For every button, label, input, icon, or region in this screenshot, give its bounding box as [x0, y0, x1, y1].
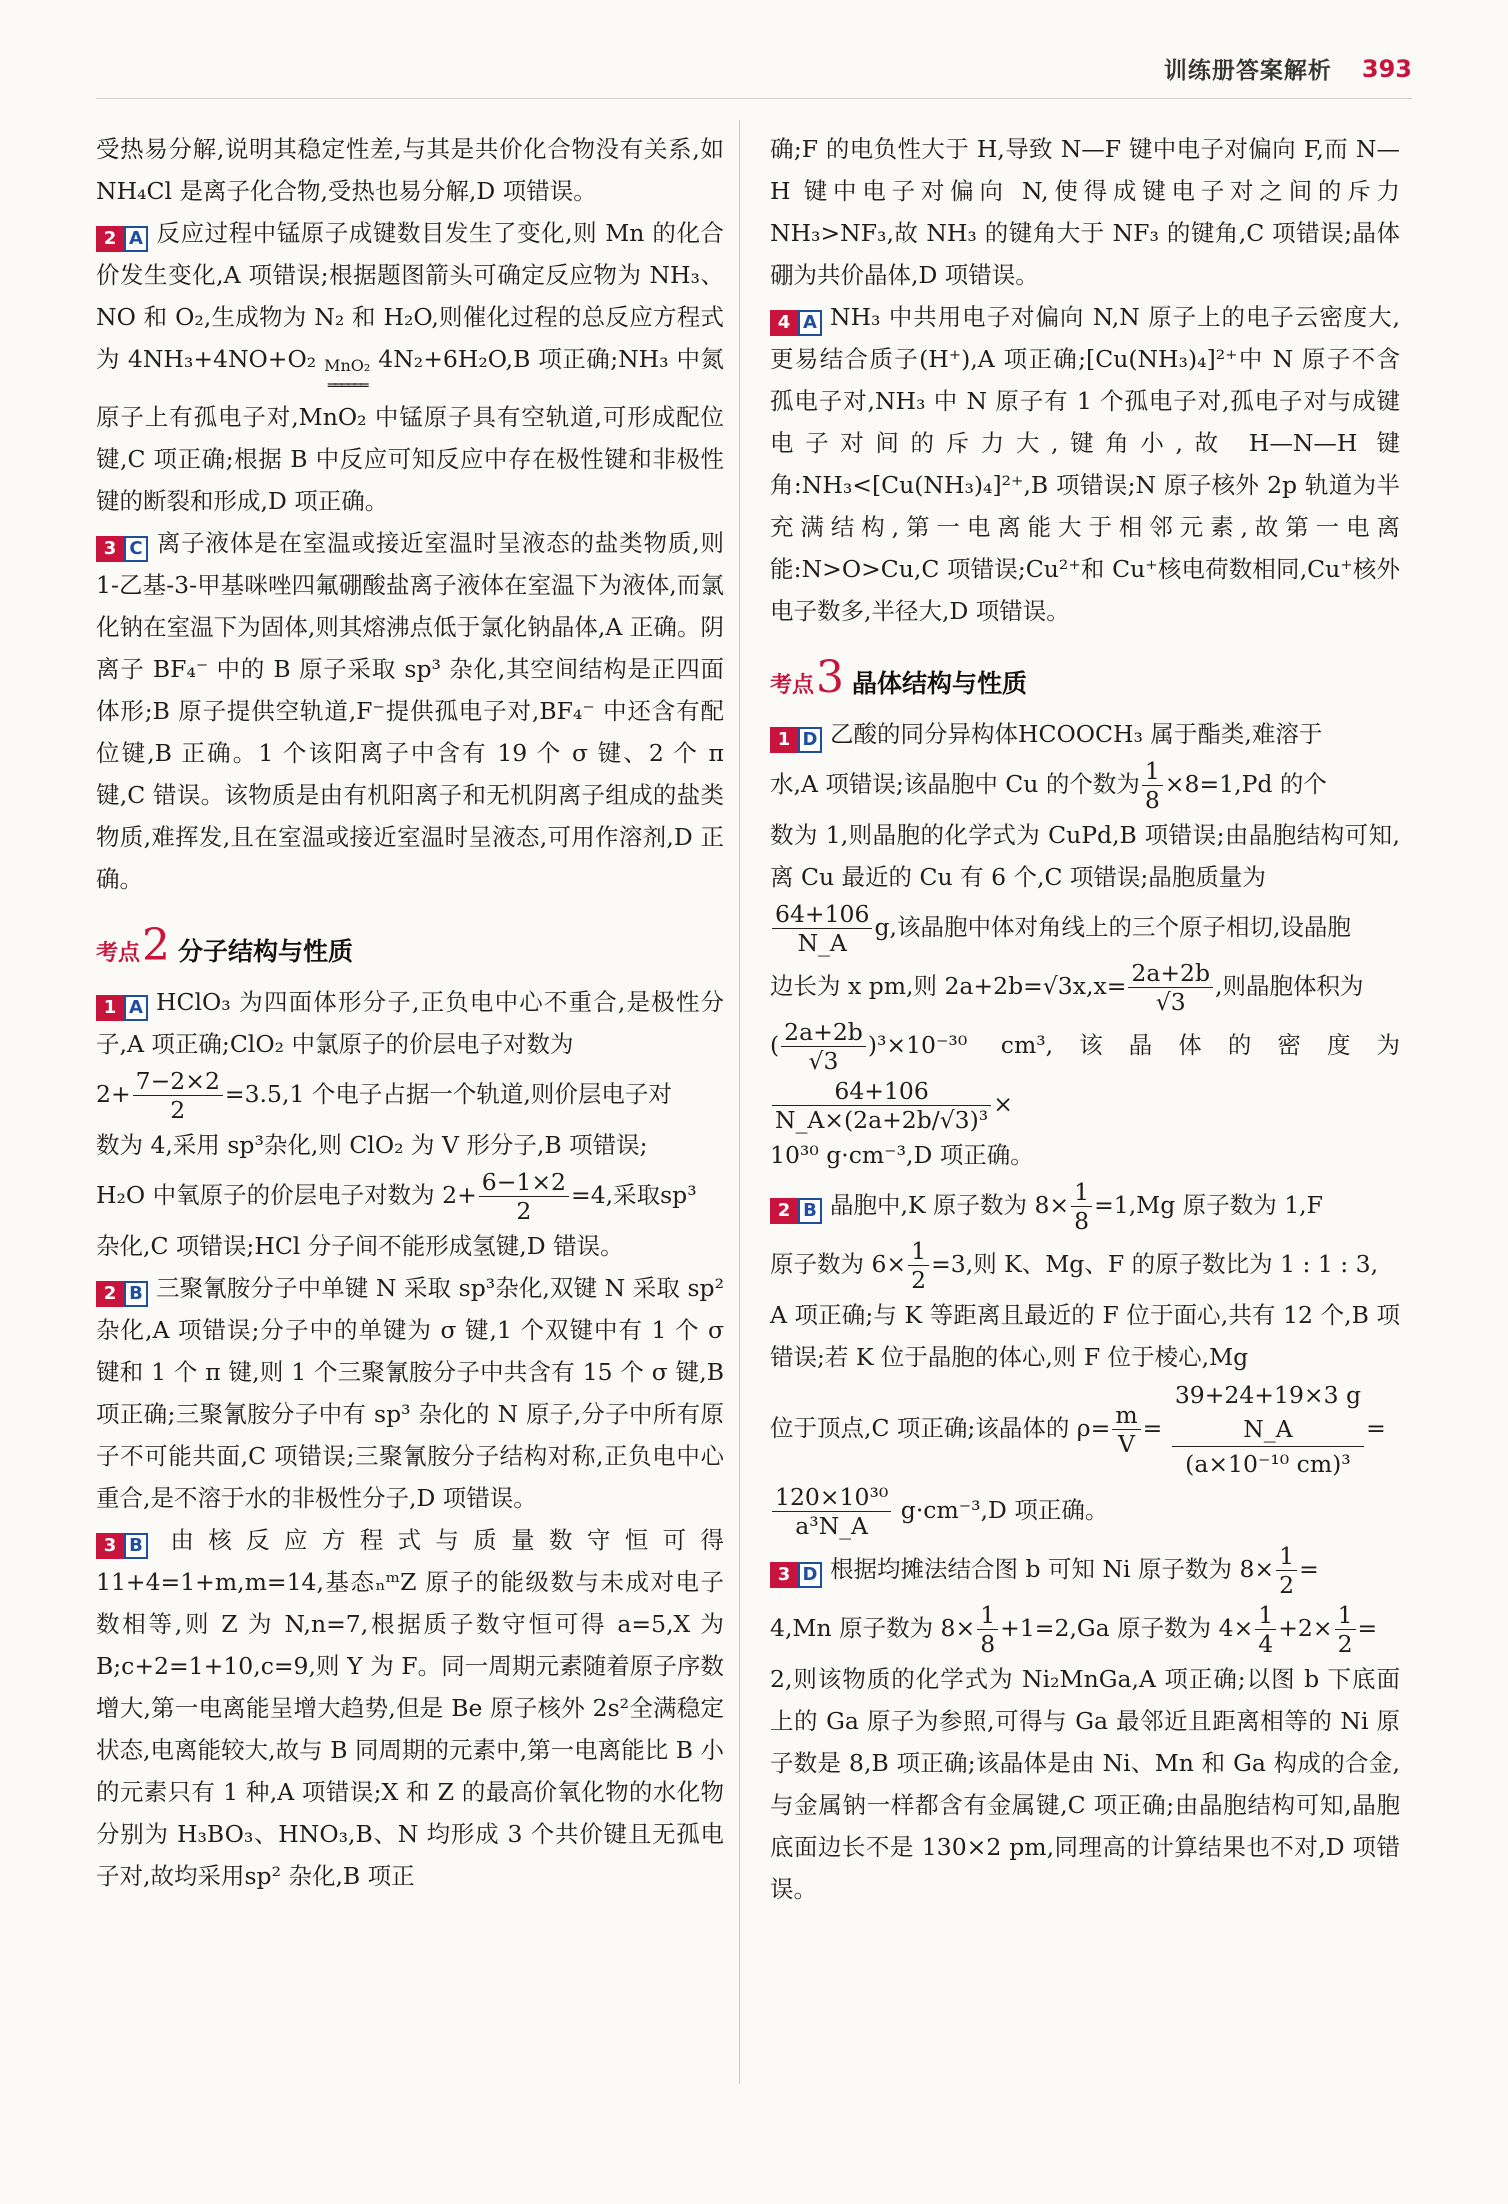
right-column	[770, 128, 1400, 1910]
fraction: $\frac{1}{8}$	[1142, 757, 1163, 814]
fraction: $\frac{1}{8}$	[1071, 1178, 1092, 1235]
answer-badge: 1 A	[96, 995, 148, 1021]
paragraph: 2,则该物质的化学式为 Ni₂MnGa,A 项正确;以图 b 下底面上的 Ga 原子为参照,可得与 Ga 最邻近且距离相等的 Ni 原子数是 8,B 项正确;该晶体是由 Ni、Mn 和 Ga 构成的合金,与金属钠一样都含有金属键,C 项正确;由晶胞结构可知,晶胞底面边长不是 130×2 pm,同理高的计算结果也不对,D 项错误。	[770, 1665, 1400, 1903]
paragraph: 数为 4,采用 sp³杂化,则 ClO₂ 为 V 形分子,B 项错误;	[96, 1131, 648, 1159]
answer-item: 2 B 晶胞中,K 原子数为 8× $\frac{1}{8}$ =1,Mg 原子数为 1,F	[770, 1176, 1400, 1235]
equation-line: 4,Mn 原子数为 8× $\frac{1}{8}$ +1=2,Ga 原子数为 4× $\frac{1}{4}$ +2× $\frac{1}{2}$ =	[770, 1601, 1378, 1658]
answer-badge: 2 A	[96, 226, 148, 252]
paragraph: 杂化,C 项错误;HCl 分子间不能形成氢键,D 错误。	[96, 1232, 624, 1260]
fraction: $\frac{2a+2b}{√3}$	[1128, 959, 1213, 1016]
answer-item: 3 B 由核反应方程式与质量数守恒可得 11+4=1+m,m=14,基态ₙᵐZ 原子的能级数与未成对电子数相等,则 Z 为 N,n=7,根据质子数守恒可得 a=5,X 为 B;c+2=1+10,c=9,则 Y 为 F。同一周期元素随着原子序数增大,第一电离能呈增大趋势,但是 Be 原子核外 2s²全满稳定状态,电离能较大,故与 B 同周期的元素中,第一电离能比 B 小的元素只有 1 种,A 项错误;X 和 Z 的最高价氧化物的水化物分别为 H₃BO₃、HNO₃,B、N 均形成 3 个共价键且无孤电子对,故均采用sp² 杂化,B 项正	[96, 1526, 724, 1890]
paragraph: 确;F 的电负性大于 H,导致 N—F 键中电子对偏向 F,而 N—H 键中电子对偏向 N,使得成键电子对之间的斥力 NH₃>NF₃,故 NH₃ 的键角大于 NF₃ 的键角,C 项错误;晶体硼为共价晶体,D 项错误。	[770, 135, 1400, 289]
paragraph: 受热易分解,说明其稳定性差,与其是共价化合物没有关系,如 NH₄Cl 是离子化合物,受热也易分解,D 项错误。	[96, 135, 724, 205]
reaction-arrow: MnO₂ ══════	[324, 356, 371, 394]
fraction: $\frac{1}{2}$	[908, 1237, 929, 1294]
header-rule	[96, 98, 1412, 99]
equation-line: 边长为 x pm,则 2a+2b=√3x,x= $\frac{2a+2b}{√3}$ ,则晶胞体积为	[770, 959, 1364, 1016]
equation-line: 位于顶点,C 项正确;该晶体的 ρ= $\frac{m}{V}$ = 39+24+19×3 g N_A (a×10⁻¹⁰ cm)³ =	[770, 1378, 1400, 1481]
fraction: $\frac{1}{8}$	[977, 1601, 998, 1658]
fraction: $\frac{64+106}{N\_A}$	[772, 900, 872, 957]
page-header	[1164, 52, 1412, 85]
answer-item: 3 C 离子液体是在室温或接近室温时呈液态的盐类物质,则 1-乙基-3-甲基咪唑四氟硼酸盐离子液体在室温下为液体,而氯化钠在室温下为固体,则其熔沸点低于氯化钠晶体,A 正确。阴离子 BF₄⁻ 中的 B 原子采取 sp³ 杂化,其空间结构是正四面体形;B 原子提供空轨道,F⁻提供孤电子对,BF₄⁻ 中还含有配位键,B 正确。1 个该阳离子中含有 19 个 σ 键、2 个 π 键,C 错误。该物质是由有机阳离子和无机阴离子组成的盐类物质,难挥发,且在室温或接近室温时呈液态,可用作溶剂,D 正确。	[96, 529, 724, 893]
fraction: $\frac{1}{2}$	[1276, 1542, 1297, 1599]
fraction: $\frac{m}{V}$	[1112, 1401, 1140, 1458]
answer-item: 4 A NH₃ 中共用电子对偏向 N,N 原子上的电子云密度大,更易结合质子(H⁺),A 项正确;[Cu(NH₃)₄]²⁺中 N 原子不含孤电子对,NH₃ 中 N 原子有 1 个孤电子对,孤电子对与成键电子对间的斥力大,键角小,故 H—N—H 键角:NH₃<[Cu(NH₃)₄]²⁺,B 项错误;N 原子核外 2p 轨道为半充满结构,第一电离能大于相邻元素,故第一电离能:N>O>Cu,C 项错误;Cu²⁺和 Cu⁺核电荷数相同,Cu⁺核外电子数多,半径大,D 项错误。	[770, 303, 1400, 625]
answer-item: 1 D 乙酸的同分异构体HCOOCH₃ 属于酯类,难溶于	[770, 713, 1400, 755]
fraction: $\frac{1}{4}$	[1255, 1601, 1276, 1658]
answer-item: 3 D 根据均摊法结合图 b 可知 Ni 原子数为 8× $\frac{1}{2}$ =	[770, 1540, 1400, 1599]
left-column	[96, 128, 724, 1897]
fraction: 39+24+19×3 g N_A (a×10⁻¹⁰ cm)³	[1172, 1378, 1364, 1481]
equation-line: 水,A 项错误;该晶胞中 Cu 的个数为 $\frac{1}{8}$ ×8=1,Pd 的个	[770, 757, 1327, 814]
equation-line: $\frac{\text{120×10³⁰}}{\text{a³N\_A}}$ g·cm⁻³,D 项正确。	[770, 1481, 1400, 1540]
answer-badge: 4 A	[770, 310, 822, 336]
answer-badge: 2 B	[96, 1281, 148, 1307]
equation-line: ( $\frac{2a+2b}{√3}$ )³×10⁻³⁰ cm³,该晶体的密度为 $\frac{64+106}{\text{N\_A×(2a+2b/√3)³}}$ ×	[770, 1018, 1400, 1134]
answer-badge: 2 B	[770, 1198, 822, 1224]
fraction: $\frac{6-1\times 2}{2}$	[479, 1168, 569, 1225]
fraction: $\frac{2a+2b}{√3}$	[781, 1018, 866, 1075]
fraction: $\frac{7-2\times 2}{2}$	[133, 1067, 223, 1124]
fraction: $\frac{\text{120×10³⁰}}{\text{a³N\_A}}$	[772, 1483, 891, 1540]
column-divider	[739, 120, 740, 2084]
equation-line: 2+ $\frac{7-2\times 2}{2}$ =3.5,1 个电子占据一个轨道,则价层电子对	[96, 1067, 672, 1124]
header-title: 训练册答案解析	[1163, 58, 1332, 84]
page-number: 393	[1361, 54, 1412, 83]
section-heading: 考点 2 分子结构与性质	[96, 920, 354, 971]
answer-badge: 1 D	[770, 727, 822, 753]
fraction: $\frac{64+106}{\text{N\_A×(2a+2b/√3)³}}$	[772, 1077, 991, 1134]
section-heading: 考点 3 晶体结构与性质	[770, 652, 1028, 703]
answer-badge: 3 B	[96, 1533, 148, 1559]
answer-item: 2 B 三聚氰胺分子中单键 N 采取 sp³杂化,双键 N 采取 sp²杂化,A 项错误;分子中的单键为 σ 键,1 个双键中有 1 个 σ 键和 1 个 π 键,则 1 个三聚氰胺分子中共含有 15 个 σ 键,B 项正确;三聚氰胺分子中有 sp³ 杂化的 N 原子,分子中所有原子不可能共面,C 项错误;三聚氰胺分子结构对称,正负电中心重合,是不溶于水的非极性分子,D 项错误。	[96, 1274, 724, 1512]
equation-line: H₂O 中氧原子的价层电子对数为 2+ $\frac{6-1\times 2}{2}$ =4,采取sp³	[96, 1168, 697, 1225]
paragraph: 10³⁰ g·cm⁻³,D 项正确。	[770, 1141, 1034, 1169]
equation-line: $\frac{64+106}{N\_A}$ g,该晶胞中体对角线上的三个原子相切,设晶胞	[770, 898, 1400, 957]
answer-badge: 3 C	[96, 536, 148, 562]
paragraph: 数为 1,则晶胞的化学式为 CuPd,B 项错误;由晶胞结构可知,离 Cu 最近的 Cu 有 6 个,C 项错误;晶胞质量为	[770, 821, 1400, 891]
answer-item: 1 A HClO₃ 为四面体形分子,正负电中心不重合,是极性分子,A 项正确;ClO₂ 中氯原子的价层电子对数为	[96, 988, 724, 1058]
paragraph: A 项正确;与 K 等距离且最近的 F 位于面心,共有 12 个,B 项错误;若 K 位于晶胞的体心,则 F 位于棱心,Mg	[770, 1301, 1400, 1371]
answer-badge: 3 D	[770, 1562, 822, 1588]
fraction: $\frac{1}{2}$	[1335, 1601, 1356, 1658]
equation-line: 原子数为 6× $\frac{1}{2}$ =3,则 K、Mg、F 的原子数比为 1 : 1 : 3,	[770, 1237, 1379, 1294]
answer-item: 2 A 反应过程中锰原子成键数目发生了变化,则 Mn 的化合价发生变化,A 项错误;根据题图箭头可确定反应物为 NH₃、NO 和 O₂,生成物为 N₂ 和 H₂O,则催化过程的总反应方程式为 4NH₃+4NO+O₂ MnO₂ ══════ 4N₂+6H₂O,B 项正确;NH₃ 中氮原子上有孤电子对,MnO₂ 中锰原子具有空轨道,可形成配位键,C 项正确;根据 B 中反应可知反应中存在极性键和非极性键的断裂和形成,D 项正确。	[96, 219, 724, 515]
